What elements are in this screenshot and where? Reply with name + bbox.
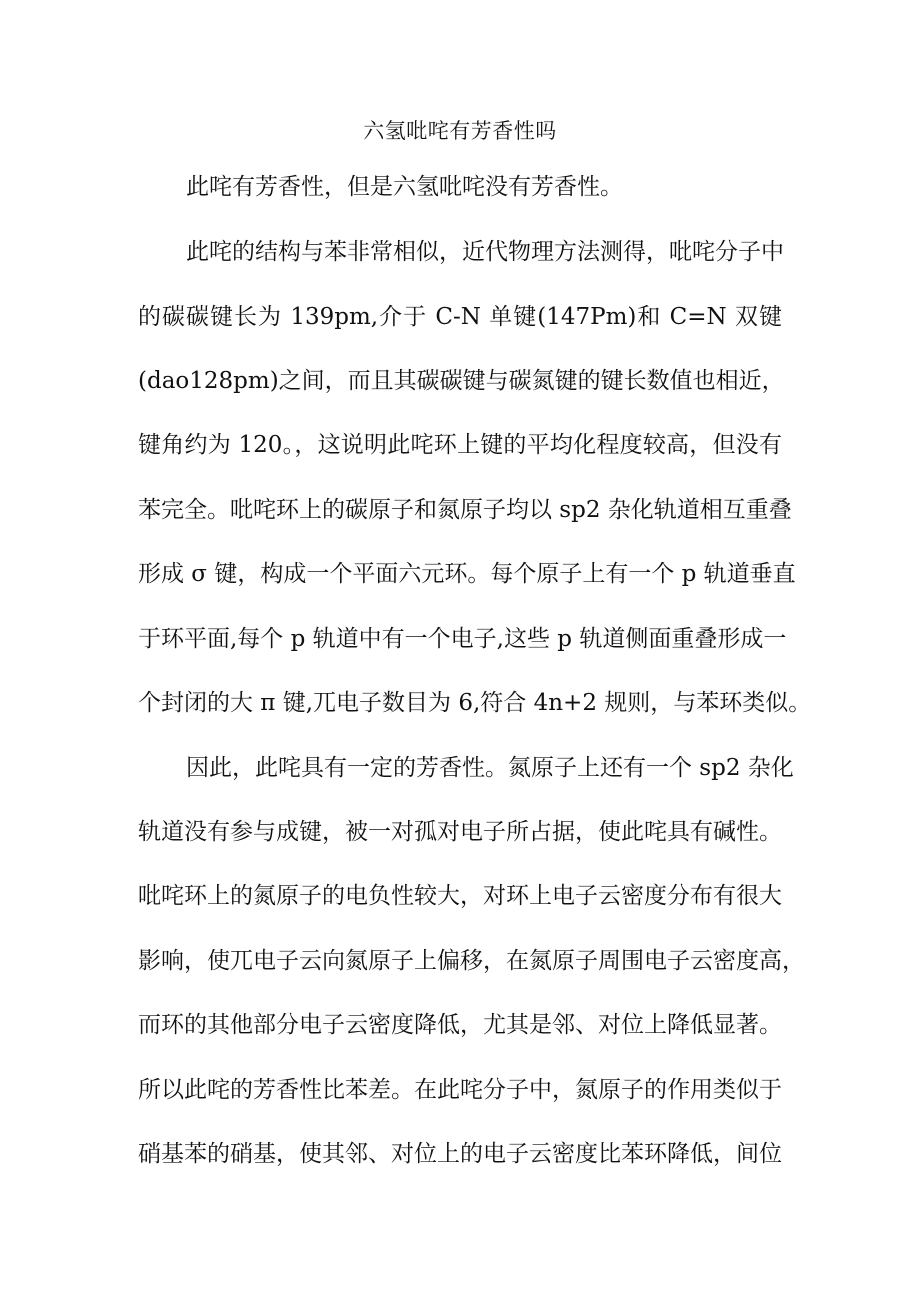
document-title: 六氢吡咤有芳香性吗 bbox=[363, 119, 557, 143]
paragraph-2-line-5: 苯完全。吡咤环上的碳原子和氮原子均以 sp2 杂化轨道相互重叠 bbox=[138, 497, 792, 523]
paragraph-3-line-2: 轨道没有参与成键，被一对孤对电子所占据，使此咤具有碱性。 bbox=[138, 819, 782, 845]
paragraph-2-line-1: 此咤的结构与苯非常相似，近代物理方法测得，吡咤分子中 bbox=[186, 239, 784, 265]
paragraph-3-line-3: 吡咤环上的氮原子的电负性较大，对环上电子云密度分布有很大 bbox=[138, 883, 782, 909]
paragraph-3-line-4: 影响，使兀电子云向氮原子上偏移，在氮原子周围电子云密度高， bbox=[138, 948, 805, 974]
paragraph-3-line-1: 因此，此咤具有一定的芳香性。氮原子上还有一个 sp2 杂化 bbox=[186, 755, 794, 781]
paragraph-2-line-7: 于环平面,每个 p 轨道中有一个电子,这些 p 轨道侧面重叠形成一 bbox=[138, 626, 787, 652]
paragraph-1-line-1: 此咤有芳香性，但是六氢吡咤没有芳香性。 bbox=[186, 174, 623, 200]
paragraph-3-line-5: 而环的其他部分电子云密度降低，尤其是邻、对位上降低显著。 bbox=[138, 1012, 782, 1038]
paragraph-2-line-3: (dao128pm)之间，而且其碳碳键与碳氮键的键长数值也相近， bbox=[138, 368, 785, 394]
paragraph-3-line-6: 所以此咤的芳香性比苯差。在此咤分子中，氮原子的作用类似于 bbox=[138, 1077, 782, 1103]
paragraph-2-line-4: 键角约为 120。，这说明此咤环上键的平均化程度较高，但没有 bbox=[138, 432, 782, 458]
paragraph-3-line-7: 硝基苯的硝基，使其邻、对位上的电子云密度比苯环降低，间位 bbox=[138, 1141, 782, 1167]
paragraph-2-line-2: 的碳碳键长为 139pm,介于 C-N 单键(147Pm)和 C=N 双键 bbox=[138, 304, 782, 330]
paragraph-2-line-8: 个封闭的大 π 键,兀电子数目为 6,符合 4n+2 规则，与苯环类似。 bbox=[138, 690, 812, 716]
paragraph-2-line-6: 形成 σ 键，构成一个平面六元环。每个原子上有一个 p 轨道垂直 bbox=[138, 561, 796, 587]
